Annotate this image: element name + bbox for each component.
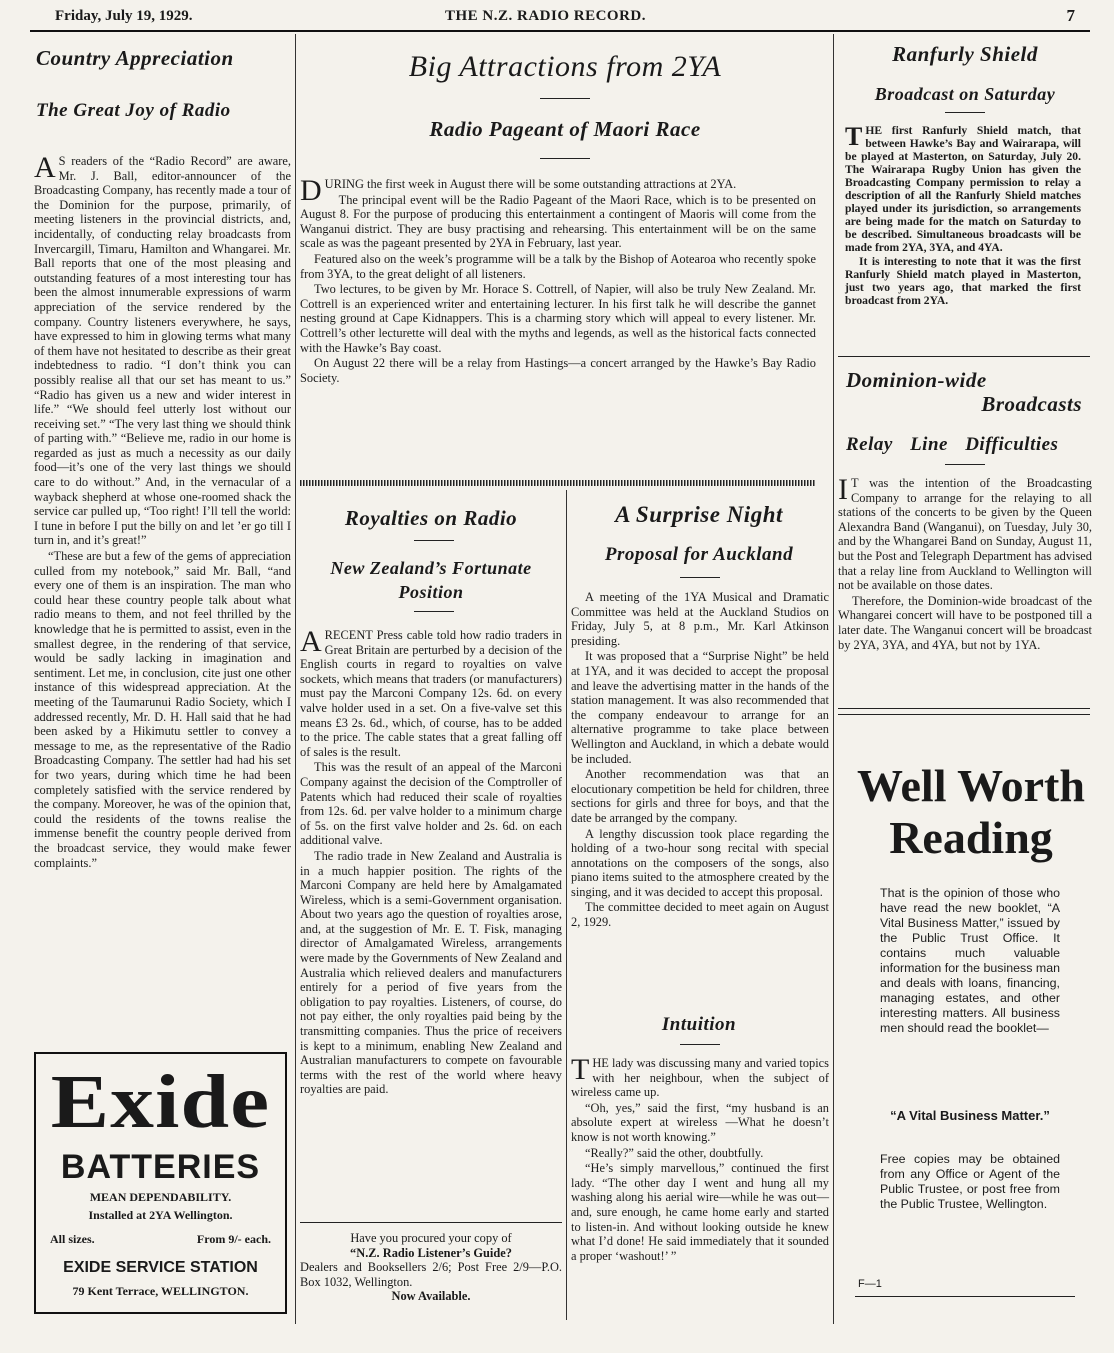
- big-article: [300, 174, 816, 386]
- article-paragraph: RECENT Press cable told how radio traders in Great Britain are perturbed by a decision of the English courts in regard to royalties on valve sockets, which means that traders (or manufacturers) must pay the Marconi Company 12s. 6d. on every valve holder used in a set. On a five-valve set this means £3 2s. 6d., which, of course, has to be added to the price. The cable states that a great falling off of sales is the result.: [300, 628, 562, 759]
- surprise-title: A Surprise Night: [615, 502, 783, 527]
- ranfurly-title: Ranfurly Shield: [892, 42, 1038, 66]
- article-paragraph: “These are but a few of the gems of appreciation culled from my notebook,” said Mr. Ball, “and every one of them is an inspiration. The man who could hear these country people talk about what radio means to them, and not feel thrilled by the knowledge that he is permitted to assist, even in the smallest degree, in the rendering of that service, would be sadly lacking in imagination and sentiment. Let me, in conclusion, cite just one other instance of this widespread appreciation. At the meeting of the Taumarunui Radio Society, which I addressed recently, Mr. D. H. Hall said that he had been asked by a Hikimutu settler to convey a message to me, as the representative of the Radio Broadcasting Company. The settler had had his set for two years, during which time he had been completely satisfied with the service rendered by the company. Moreover, he was of the opinion that, could the residents of the towns realise the immense benefit the country people derived from the broadcast service, they would make fewer complaints.”: [34, 549, 291, 870]
- article-paragraph: URING the first week in August there will be some outstanding attractions at 2YA.: [324, 177, 737, 191]
- section-divider: [838, 714, 1090, 715]
- intuition-article: [571, 1053, 829, 1264]
- trust-ad-booklet: “A Vital Business Matter.”: [890, 1108, 1050, 1123]
- trust-ad-headline: [836, 760, 1106, 864]
- dropcap: T: [571, 1053, 590, 1086]
- article-paragraph: Another recommendation was that an elocutionary competition be held for children, three sections for girls and three for boys, and that the date be arranged by the company.: [571, 767, 829, 825]
- article-paragraph: HE first Ranfurly Shield match, that between Hawke’s Bay and Wairarapa, will be played at Masterton, on Saturday, July 20. The Wairarapa Rugby Union has given the Broadcasting Company permission to relay a description of all the Ranfurly Shield matches played under its jurisdiction, so arrangements are being made for the match on Saturday to be described. Simultaneous broadcasts will be made from 2YA, 3YA, and 4YA.: [845, 124, 1081, 254]
- big-title: Big Attractions from 2YA: [408, 50, 722, 83]
- trust-ad-code: F—1: [858, 1278, 882, 1290]
- dominion-article: [838, 473, 1092, 653]
- title-rule: [540, 98, 590, 99]
- article-paragraph: It is interesting to note that it was the first Ranfurly Shield match played in Masterton, just two years ago, that marked the first broadcast from 2YA.: [845, 255, 1081, 307]
- ad-price: From 9/- each.: [196, 1232, 271, 1246]
- intuition-title: Intuition: [661, 1014, 737, 1035]
- title-rule: [414, 611, 454, 612]
- surprise-article: [571, 590, 829, 931]
- article-paragraph: A lengthy discussion took place regarding the holding of a two-hour song recital with special annotations on the composers of the songs, also piano items suited to the atmosphere created by the singing, and it was decided to accept this proposal.: [571, 826, 829, 899]
- trust-ad-footer: Free copies may be obtained from any Office or Agent of the Public Trustee, or post free from the Public Trustee, Wellington.: [880, 1152, 1060, 1211]
- royalties-article: [300, 625, 562, 1098]
- country-article: [34, 151, 291, 871]
- title-rule: [540, 158, 590, 159]
- exide-batteries-ad: [34, 1052, 287, 1314]
- trust-ad-body: That is the opinion of those who have read the new booklet, “A Vital Business Matter,” issued by the Public Trust Office. It contains much valuable information for the business man and deals with loans, financing, managing estates, and other interesting matters. All business men should read the booklet—: [880, 886, 1060, 1035]
- listeners-guide-ad: [300, 1222, 562, 1304]
- article-paragraph: Two lectures, to be given by Mr. Horace S. Cottrell, of Napier, will also be truly New Zealand. Mr. Cottrell is an experienced writer and entertaining lecturer. In his first talk he will describe the gannet nesting ground at Cape Kidnappers. This is a charming story which will appeal to every listener. Mr. Cottrell’s other lecturette will deal with the myths and legends, as well as the historical facts connected with the Hawke’s Bay coast.: [300, 282, 816, 355]
- big-subtitle: Radio Pageant of Maori Race: [429, 117, 701, 141]
- title-rule: [680, 1044, 720, 1045]
- guide-line: “N.Z. Radio Listener’s Guide?: [350, 1245, 512, 1260]
- issue-date: Friday, July 19, 1929.: [55, 8, 193, 24]
- article-paragraph: “Really?” said the other, doubtfully.: [585, 1145, 764, 1160]
- article-paragraph: It was proposed that a “Surprise Night” be held at 1YA, and it was decided to accept the proposal and leave the advertising matter in the hands of the station management. It was also recommended that the company endeavour to arrange for an alternative programme to take place between Wellington and Auckland, in which a debate would be included.: [571, 649, 829, 766]
- publication-title: THE N.Z. RADIO RECORD.: [445, 8, 647, 24]
- dropcap: I: [838, 473, 848, 506]
- dropcap: A: [34, 151, 56, 184]
- country-title: Country Appreciation: [36, 46, 234, 70]
- headline-line: Well Worth: [857, 760, 1085, 811]
- article-paragraph: HE lady was discussing many and varied topics with her neighbour, when the subject of wireless came up.: [571, 1056, 829, 1100]
- article-paragraph: “Oh, yes,” said the first, “my husband is an absolute expert at wireless —What he doesn’t know is not worth knowing.”: [571, 1100, 829, 1144]
- dominion-title-2: Broadcasts: [981, 392, 1082, 416]
- ad-sizes: All sizes.: [50, 1232, 95, 1246]
- ad-sizes-row: [50, 1232, 271, 1247]
- guide-line: Dealers and Booksellers 2/6; Post Free 2/9—P.O. Box 1032, Wellington.: [300, 1260, 562, 1289]
- column-rule: [833, 34, 834, 1324]
- section-divider: [838, 356, 1090, 357]
- article-paragraph: The radio trade in New Zealand and Australia is in a much happier position. The rights of the Marconi Company are held here by Amalgamated Wireless, which is a semi-Government organisation. About two years ago the question of royalties arose, and, at the suggestion of Mr. E. T. Fisk, managing director of Amalgamated Wireless, arrangements were made by the Governments of New Zealand and Australia which relieved dealers and manufacturers entirely for a period of five years from the obligation to pay royalties. Listeners, of course, do not pay either, the only royalties paid being by the transmitting companies. Thus the price of receivers is kept to a minimum, enabling New Zealand and Australian manufacturers to compete on favourable terms with the rest of the world where heavy royalties are paid.: [300, 848, 562, 1097]
- batteries-label: BATTERIES: [60, 1148, 261, 1186]
- guide-line: Have you procured your copy of: [350, 1231, 512, 1245]
- article-paragraph: On August 22 there will be a relay from Hastings—a concert arranged by the Hawke’s Bay Radio Society.: [300, 356, 816, 385]
- section-divider: [300, 480, 816, 486]
- dropcap: D: [300, 174, 322, 207]
- title-rule: [680, 577, 720, 578]
- ad-installed: Installed at 2YA Wellington.: [88, 1208, 233, 1222]
- dominion-title-1: Dominion-wide: [846, 368, 987, 392]
- headline-line: Reading: [889, 812, 1053, 863]
- royalties-subtitle: New Zealand’s Fortunate Position: [330, 558, 532, 602]
- article-paragraph: T was the intention of the Broadcasting Company to arrange for the relaying to all stations of the concerts to be given by the Queen Alexandra Band (Wanganui), on Tuesday, July 30, and by the Whangarei Band on Sunday, August 11, but the Post and Telegraph Department has advised that a relay line from Auckland to Wellington will not be available on those dates.: [838, 476, 1092, 593]
- article-paragraph: The committee decided to meet again on August 2, 1929.: [571, 900, 829, 930]
- masthead: [55, 6, 1075, 28]
- title-rule: [945, 112, 985, 113]
- title-rule: [945, 464, 985, 465]
- title-rule: [414, 540, 454, 541]
- page-number: 7: [1066, 6, 1075, 25]
- ad-bottom-rule: [855, 1296, 1075, 1297]
- article-paragraph: “He’s simply marvellous,” continued the first lady. “The other day I went and hung all my washing along his aerial wire—while he was out—and, sure enough, he came home early and started to listen-in. And without looking outside he knew what I’d done! He said immediately that it sounded a proper ‘washout!’ ”: [571, 1161, 829, 1263]
- surprise-subtitle: Proposal for Auckland: [604, 544, 794, 565]
- ad-station: EXIDE SERVICE STATION: [63, 1259, 258, 1276]
- article-paragraph: The principal event will be the Radio Pageant of the Maori Race, which is to be presented on August 8. For the purpose of producing this entertainment a contingent of Maoris will come from the Wanganui district. They are busy practising and rehearsing. This entertainment will be on the same scale as was the pageant presented by 2YA in February, last year.: [300, 192, 816, 251]
- country-subtitle: The Great Joy of Radio: [36, 100, 231, 121]
- article-paragraph: S readers of the “Radio Record” are aware, Mr. J. Ball, editor-announcer of the Broadcasting Company, has recently made a tour of the Dominion for the purpose, primarily, of meeting listeners in the provincial districts, and, incidentally, of conducting relay broadcasts from Invercargill, Timaru, Hamilton and Whangarei. Mr. Ball reports that one of the most pleasing and outstanding features of a most interesting tour has been the almost innumerable expressions of warm appreciation of the service rendered by the company. Country listeners everywhere, he says, have expressed to him in glowing terms what many of them have not hesitated to describe as their great indebtedness to radio. “I don’t think you can possibly realise all that our set has meant to us.” “Radio has given us a new and wider interest in life.” “We should feel utterly lost without our receiving set.” “The very last thing we should think of parting with.” “Believe me, radio in our home is regarded as just as much a necessity as our daily food—it’s one of the very last things we should care to do without.” And, in the vernacular of a wayback shepherd at whose one-roomed shack the service car pulled up, “Too right! I’ll tell the world: I tune in before I put the billy on and let ’er go till I turn in, and it’s great!”: [34, 154, 291, 548]
- article-paragraph: Therefore, the Dominion-wide broadcast of the Whangarei concert will have to be postponed till a later date. The Wanganui concert will be broadcast by 2YA, 3YA, and 4YA, but not by 1YA.: [838, 593, 1092, 652]
- royalties-title: Royalties on Radio: [344, 506, 518, 530]
- dropcap: T: [845, 122, 863, 151]
- ranfurly-subtitle: Broadcast on Saturday: [874, 84, 1056, 104]
- article-paragraph: A meeting of the 1YA Musical and Dramatic Committee was held at the Auckland Studios on Friday, July 5, at 8 p.m., Mr. Karl Atkinson presiding.: [571, 590, 829, 648]
- dropcap: A: [300, 625, 322, 658]
- article-paragraph: Featured also on the week’s programme will be a talk by the Bishop of Aotearoa who recently spoke from 3YA, to the great delight of all listeners.: [300, 251, 816, 281]
- exide-logo: Exide: [50, 1060, 271, 1144]
- article-paragraph: This was the result of an appeal of the Marconi Company against the decision of the Comptroller of Patents which had reduced their scale of royalties from 12s. 6d. per valve holder to a minimum charge of 5s. on the first valve holder and 2s. 6d. on each additional valve.: [300, 760, 562, 848]
- ad-tagline: MEAN DEPENDABILITY.: [89, 1190, 232, 1204]
- ad-address: 79 Kent Terrace, WELLINGTON.: [72, 1284, 249, 1298]
- section-divider: [838, 708, 1090, 709]
- guide-line: Now Available.: [391, 1289, 471, 1304]
- column-rule: [566, 490, 567, 1320]
- dominion-subtitle: Relay Line Difficulties: [846, 434, 1059, 455]
- masthead-rule: [30, 30, 1090, 32]
- ranfurly-article: [845, 124, 1081, 308]
